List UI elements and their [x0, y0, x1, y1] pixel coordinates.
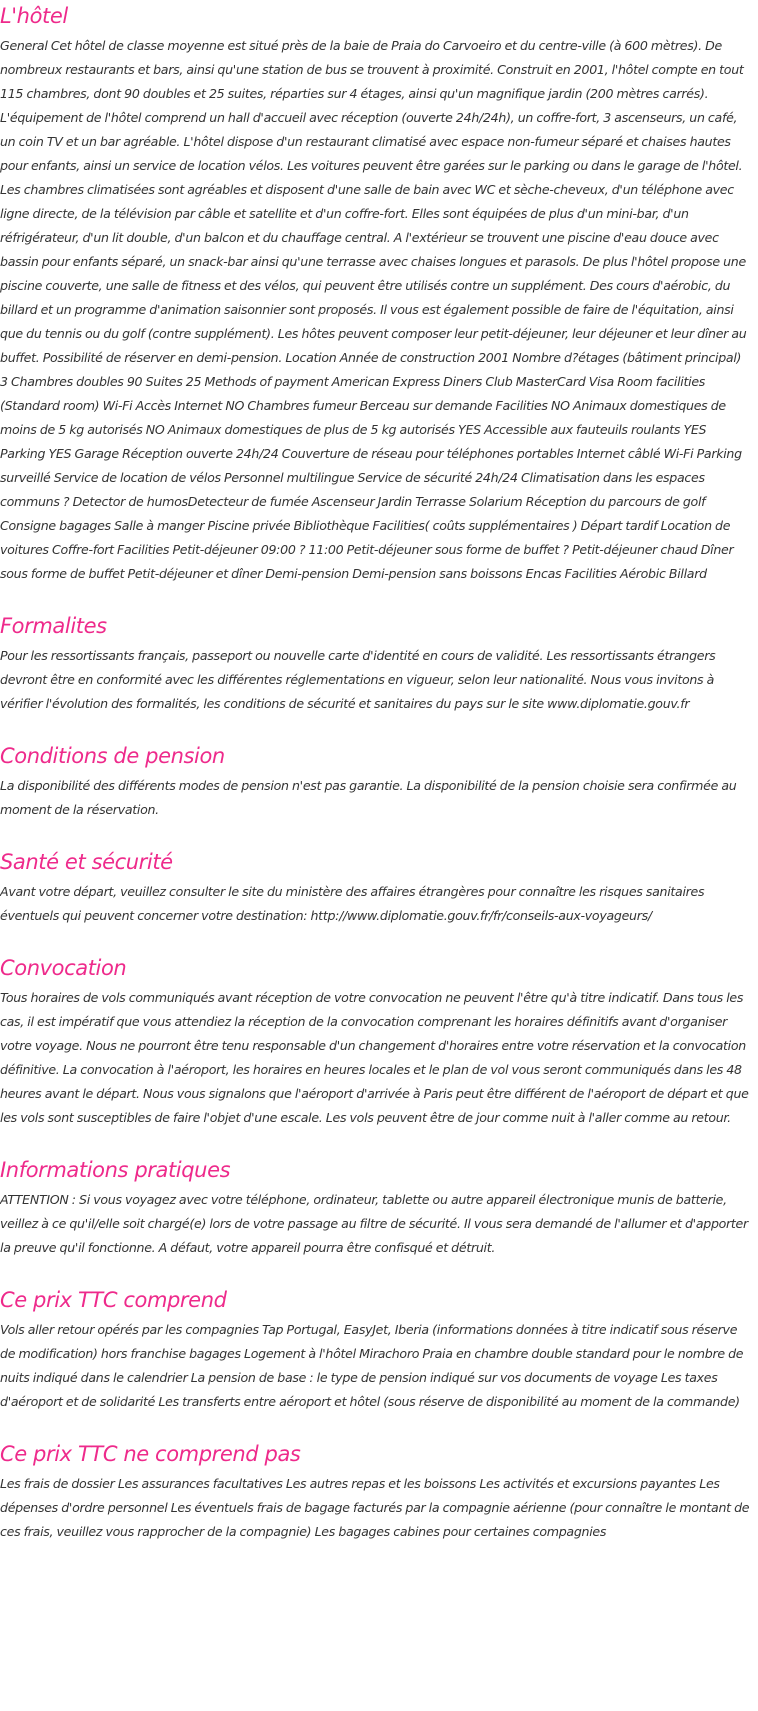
section-heading: Convocation: [0, 956, 127, 980]
section-convocation: [0, 952, 750, 1130]
section-heading: Conditions de pension: [0, 744, 225, 768]
section-text: Pour les ressortissants français, passeport ou nouvelle carte d'identité en cours de validité. Les ressortissants étrangers devront être en conformité avec les différentes réglementations en vigueur, selon leur nationalité. Nous vous invitons à vérifier l'évolution des formalités, les conditions de sécurité et sanitaires du pays sur le site www.diplomatie.gouv.fr: [0, 648, 716, 711]
section-text: Tous horaires de vols communiqués avant réception de votre convocation ne peuvent l'être qu'à titre indicatif. Dans tous les cas, il est impératif que vous attendiez la réception de la convocation comprenant les horaires définitifs avant d'organiser votre voyage. Nous ne pourront être tenu responsable d'un changement d'horaires entre votre réservation et la convocation définitive. La convocation à l'aéroport, les horaires en heures locales et le plan de vol vous seront communiqués dans les 48 heures avant le départ. Nous vous signalons que l'aéroport d'arrivée à Paris peut être différent de l'aéroport de départ et que les vols sont susceptibles de faire l'objet d'une escale. Les vols peuvent être de jour comme nuit à l'aller comme au retour.: [0, 990, 749, 1125]
section-text: La disponibilité des différents modes de pension n'est pas garantie. La disponibilité de la pension choisie sera confirmée au moment de la réservation.: [0, 778, 737, 817]
section-heading: Ce prix TTC comprend: [0, 1288, 227, 1312]
section-text: Avant votre départ, veuillez consulter le site du ministère des affaires étrangères pour connaître les risques sanitaires éventuels qui peuvent concerner votre destination: http://www.diplomatie.gouv.fr/fr/conseils-aux-voyageurs/: [0, 884, 705, 923]
section-prix-comprend: [0, 1284, 750, 1414]
section-text: Les frais de dossier Les assurances facultatives Les autres repas et les boissons Les activités et excursions payantes Les dépenses d'ordre personnel Les éventuels frais de bagage facturés par la compagnie aérienne (pour connaître le montant de ces frais, veuillez vous rapprocher de la compagnie) Les bagages cabines pour certaines compagnies: [0, 1476, 750, 1539]
section-heading: Santé et sécurité: [0, 850, 173, 874]
section-heading: L'hôtel: [0, 4, 68, 28]
section-text: Vols aller retour opérés par les compagnies Tap Portugal, EasyJet, Iberia (informations données à titre indicatif sous réserve de modification) hors franchise bagages Logement à l'hôtel Mirachoro Praia en chambre double standard pour le nombre de nuits indiqué dans le calendrier La pension de base : le type de pension indiqué sur vos documents de voyage Les taxes d'aéroport et de solidarité Les transferts entre aéroport et hôtel (sous réserve de disponibilité au moment de la commande): [0, 1322, 744, 1409]
section-prix-ne-comprend-pas: [0, 1438, 750, 1544]
section-informations-pratiques: [0, 1154, 750, 1260]
section-sante-securite: [0, 846, 750, 928]
section-formalites: [0, 610, 750, 716]
section-hotel: [0, 0, 750, 586]
section-text: ATTENTION : Si vous voyagez avec votre téléphone, ordinateur, tablette ou autre appareil électronique munis de batterie, veillez à ce qu'il/elle soit chargé(e) lors de votre passage au filtre de sécurité. Il vous sera demandé de l'allumer et d'apporter la preuve qu'il fonctionne. A défaut, votre appareil pourra être confisqué et détruit.: [0, 1192, 748, 1255]
section-heading: Formalites: [0, 614, 107, 638]
section-conditions-pension: [0, 740, 750, 822]
section-text: General Cet hôtel de classe moyenne est situé près de la baie de Praia do Carvoeiro et du centre-ville (à 600 mètres). De nombreux restaurants et bars, ainsi qu'une station de bus se trouvent à proximité. Construit en 2001, l'hôtel compte en tout 115 chambres, dont 90 doubles et 25 suites, réparties sur 4 étages, ainsi qu'un magnifique jardin (200 mètres carrés). L'équipement de l'hôtel comprend un hall d'accueil avec réception (ouverte 24h/24h), un coffre-fort, 3 ascenseurs, un café, un coin TV et un bar agréable. L'hôtel dispose d'un restaurant climatisé avec espace non-fumeur séparé et chaises hautes pour enfants, ainsi un service de location vélos. Les voitures peuvent être garées sur le parking ou dans le garage de l'hôtel. Les chambres climatisées sont agréables et disposent d'une salle de bain avec WC et sèche-cheveux, d'un téléphone avec ligne directe, de la télévision par câble et satellite et d'un coffre-fort. Elles sont équipées de plus d'un mini-bar, d'un réfrigérateur, d'un lit double, d'un balcon et du chauffage central. A l'extérieur se trouvent une piscine d'eau douce avec bassin pour enfants séparé, un snack-bar ainsi qu'une terrasse avec chaises longues et parasols. De plus l'hôtel propose une piscine couverte, une salle de fitness et des vélos, qui peuvent être utilisés contre un supplément. Des cours d'aérobic, du billard et un programme d'animation saisonnier sont proposés. Il vous est également possible de faire de l'équitation, ainsi que du tennis ou du golf (contre supplément). Les hôtes peuvent composer leur petit-déjeuner, leur déjeuner et leur dîner au buffet. Possibilité de réserver en demi-pension. Location Année de construction 2001 Nombre d?étages (bâtiment principal) 3 Chambres doubles 90 Suites 25 Methods of payment American Express Diners Club MasterCard Visa Room facilities (Standard room) Wi-Fi Accès Internet NO Chambres fumeur Berceau sur demande Facilities NO Animaux domestiques de moins de 5 kg autorisés NO Animaux domestiques de plus de 5 kg autorisés YES Accessible aux fauteuils roulants YES Parking YES Garage Réception ouverte 24h/24 Couverture de réseau pour téléphones portables Internet câblé Wi-Fi Parking surveillé Service de location de vélos Personnel multilingue Service de sécurité 24h/24 Climatisation dans les espaces communs ? Detector de humosDetecteur de fumée Ascenseur Jardin Terrasse Solarium Réception du parcours de golf Consigne bagages Salle à manger Piscine privée Bibliothèque Facilities( coûts supplémentaires ) Départ tardif Location de voitures Coffre-fort Facilities Petit-déjeuner 09:00 ? 11:00 Petit-déjeuner sous forme de buffet ? Petit-déjeuner chaud Dîner sous forme de buffet Petit-déjeuner et dîner Demi-pension Demi-pension sans boissons Encas Facilities Aérobic Billard: [0, 38, 747, 581]
section-heading: Informations pratiques: [0, 1158, 231, 1182]
section-heading: Ce prix TTC ne comprend pas: [0, 1442, 301, 1466]
